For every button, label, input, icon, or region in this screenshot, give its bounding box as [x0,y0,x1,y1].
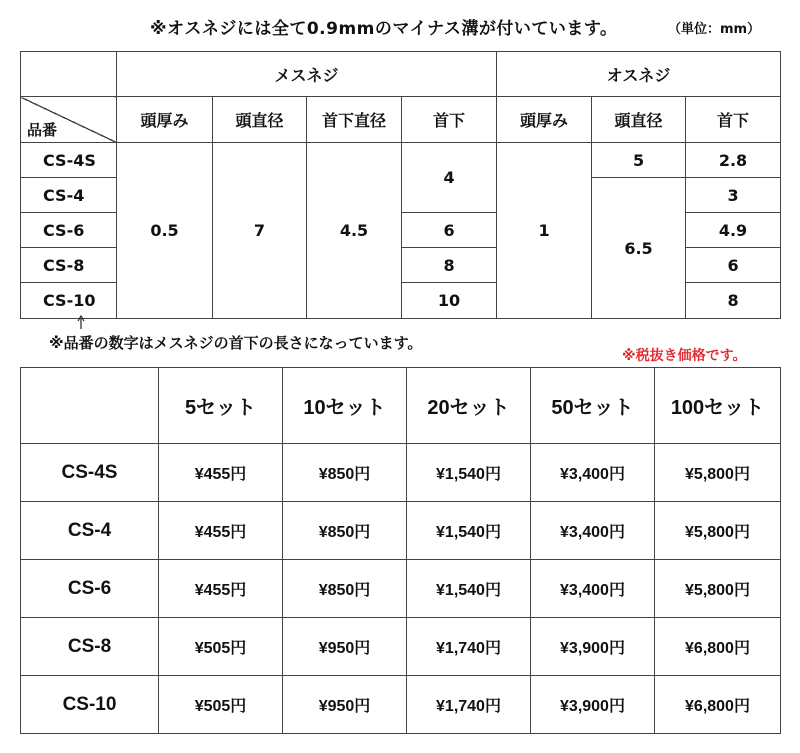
price-cell: ¥850円 [283,560,407,618]
subheader-female-head-thickness: 頭厚み [117,97,213,143]
male-neck-cell: 4.9 [686,213,781,248]
male-head-diameter-cell: 6.5 [592,178,686,319]
price-cell: ¥850円 [283,502,407,560]
spec-code-cell: CS-4 [21,178,117,213]
subheader-male-neck: 首下 [686,97,781,143]
price-cell: ¥455円 [159,502,283,560]
price-table [20,367,781,734]
price-cell: ¥6,800円 [655,676,781,734]
table-row [21,444,781,502]
thread-slot-note: ※オスネジには全て0.9mmのマイナス溝が付いています。 [150,19,618,39]
subheader-female-neck: 首下 [402,97,497,143]
table-row [21,502,781,560]
price-cell: ¥3,400円 [531,560,655,618]
female-head-thickness-cell: 0.5 [117,143,213,319]
up-arrow-icon [76,315,86,329]
male-neck-cell: 8 [686,283,781,319]
male-screw-header: オスネジ [497,52,781,97]
male-head-thickness-cell: 1 [497,143,592,319]
price-code-cell: CS-6 [21,560,159,618]
price-code-cell: CS-10 [21,676,159,734]
price-cell: ¥950円 [283,676,407,734]
unit-label: （単位：mm） [668,22,761,37]
price-cell: ¥505円 [159,618,283,676]
table-row [21,618,781,676]
product-code-label: 品番 [27,121,58,139]
price-cell: ¥950円 [283,618,407,676]
tax-excluded-note: ※税抜き価格です。 [622,348,747,364]
spec-code-cell: CS-8 [21,248,117,283]
subheader-male-head-thickness: 頭厚み [497,97,592,143]
male-neck-cell: 6 [686,248,781,283]
price-cell: ¥5,800円 [655,560,781,618]
price-cell: ¥3,900円 [531,618,655,676]
table-row [21,560,781,618]
price-header-blank [21,368,159,444]
price-cell: ¥3,400円 [531,502,655,560]
price-header-5-sets: 5セット [159,368,283,444]
price-cell: ¥455円 [159,560,283,618]
price-code-cell: CS-4S [21,444,159,502]
price-code-cell: CS-4 [21,502,159,560]
table-row [21,676,781,734]
subheader-male-head-diameter: 頭直径 [592,97,686,143]
product-code-note: ※品番の数字はメスネジの首下の長さになっています。 [49,334,423,352]
spec-code-cell: CS-6 [21,213,117,248]
price-cell: ¥5,800円 [655,502,781,560]
price-cell: ¥3,400円 [531,444,655,502]
price-cell: ¥1,540円 [407,444,531,502]
spec-table [20,51,781,319]
price-cell: ¥3,900円 [531,676,655,734]
price-cell: ¥1,740円 [407,618,531,676]
spec-code-cell: CS-4S [21,143,117,178]
female-neck-cell: 8 [402,248,497,283]
female-screw-header: メスネジ [117,52,497,97]
product-code-corner [21,97,117,143]
female-neck-cell: 4 [402,143,497,213]
price-cell: ¥6,800円 [655,618,781,676]
price-cell: ¥850円 [283,444,407,502]
subheader-female-head-diameter: 頭直径 [213,97,307,143]
spec-code-cell: CS-10 [21,283,117,319]
subheader-female-neck-diameter: 首下直径 [307,97,402,143]
female-neck-cell: 6 [402,213,497,248]
female-head-diameter-cell: 7 [213,143,307,319]
price-header-100-sets: 100セット [655,368,781,444]
price-code-cell: CS-8 [21,618,159,676]
price-cell: ¥505円 [159,676,283,734]
male-head-diameter-cell: 5 [592,143,686,178]
female-neck-cell: 10 [402,283,497,319]
female-neck-diameter-cell: 4.5 [307,143,402,319]
price-header-20-sets: 20セット [407,368,531,444]
price-cell: ¥1,740円 [407,676,531,734]
price-cell: ¥5,800円 [655,444,781,502]
price-header-50-sets: 50セット [531,368,655,444]
male-neck-cell: 3 [686,178,781,213]
price-cell: ¥455円 [159,444,283,502]
price-cell: ¥1,540円 [407,502,531,560]
spec-header-blank [21,52,117,97]
price-header-10-sets: 10セット [283,368,407,444]
price-cell: ¥1,540円 [407,560,531,618]
male-neck-cell: 2.8 [686,143,781,178]
